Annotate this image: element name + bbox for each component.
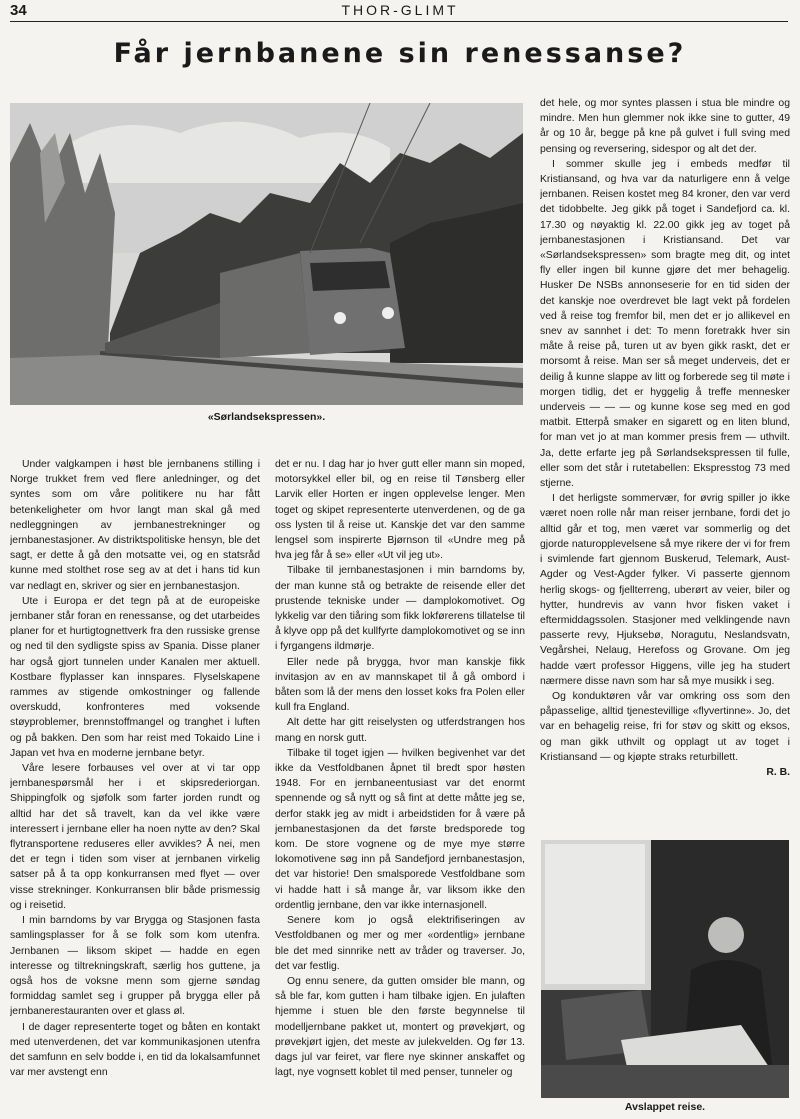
- passenger-photo: [541, 840, 789, 1098]
- author-signature: R. B.: [766, 766, 790, 778]
- paragraph: Tilbake til jernbanestasjonen i min barndoms by, der man kunne stå og betrakte de reisende eller det prustende tekniske under — damplokomotivet. Og lykkelig var den tiåring som fikk lokførerens tillatelse til å klyve opp på det kullfyrte damplokomotivet og se inn i fyrgangens ildmørje.: [275, 565, 525, 653]
- paragraph: Senere kom jo også elektrifiseringen av Vestfoldbanen og mer og mer «ordentlig» jernbane ble det med sinnrike nett av tråder og traverser. Jo, det var festlig.: [275, 915, 525, 972]
- paragraph: Ute i Europa er det tegn på at de europeiske jernbaner står foran en renessanse, og det utarbeides planer for et hurtigtognettverk fra den russiske grense og ned til den sydligste spiss av Spania. Disse planer har også gjort tunnelen under Kanalen mer aktuell. Kostbare flyplasser kan innspares. Flyselskapene rammes av stigende omkostninger og fallende overskudd, konfronteres med voksende støyproblemer, brennstoffmangel og tranghet i luften og på bakken. Den som har reist med Tokaido Line i Japan vet hva en moderne jernbane betyr.: [10, 595, 260, 759]
- paragraph: Eller nede på brygga, hvor man kanskje fikk invitasjon av en av mannskapet til å gå ombord i båten som lå der mens den losset koks fra Polen eller kull fra England.: [275, 656, 525, 714]
- passenger-photo-image: [541, 840, 789, 1098]
- paragraph: Våre lesere forbauses vel over at vi tar opp jernbanespørsmål her i et skipsrederiorgan. Shippingfolk og sjøfolk som farter jorden rundt og alltid har det så travelt, kan da vel ikke være interessert i jernbane eller ha noen nytte av den? Skal flytransportene reduseres eller avvikles? Å nei, men det er tegn i tiden som viser at jernbanen virkelig satser på å ta opp konkurransen med flyet — over visse strekninger. Konkurransen blir både prismessig og i reisetid.: [10, 763, 260, 911]
- paragraph: Tilbake til toget igjen — hvilken begivenhet var det ikke da Vestfoldbanen åpnet til bredt spor høsten 1948. For en jernbaneentusiast var det enormt spennende og så nytt og så fint at dette måtte jeg se, derfor stakk jeg av midt i arbeidstiden for å være på jernbanestasjonen da det første bredsporede tog kom. De store vognene og de mye mye større lokomotivene søg inn på Sandefjord jernbanestasjon, det var historie! Den smalsporede Vestfoldbane som vi hadde hatt i så mange år, var liksom ikke den ordentlig jernbane, den var ikke internasjonell.: [275, 747, 525, 911]
- paragraph: Alt dette har gitt reiselysten og utferdstrangen hos mang en norsk gutt.: [275, 717, 525, 744]
- paragraph: Og konduktøren vår var omkring oss som den påpasselige, alltid tjenestevillige «flyvertinne». Jo, det var en behagelig reise, fri for støv og skitt og eksos, og man gikk uthvilt og opplagt ut av toget i Kristiansand — og kjøpte straks returbillett.: [540, 690, 790, 763]
- article-title: Får jernbanene sin renessanse?: [113, 38, 687, 69]
- text-column-2: [275, 457, 525, 1117]
- paragraph: I det herligste sommervær, for øvrig spiller jo ikke været noen rolle når man reiser jernbane, fordi det jo alltid går et tog, men været var sommerlig og det gjorde naturopplevelsene så mye rikere der vi for frem i svimlende fart gjennom Buskerud, Telemark, Aust-Agder og Vest-Agder fylker. Vi passerte gjennom herlig skogs- og fjellterreng, uberørt av veier, biler og hytter, hundrevis av vann hvor fisken vaket i eftermiddagssolen. Stasjoner med velklingende navn passerte revy, Hjuksebø, Noragutu, Neslandsvatn, Vegårshei, Nelaug, Herefoss og Grovane. Om jeg hadde vært professor Higgens, ville jeg ha studert nærmere disse navn som har så mye musikk i seg.: [540, 493, 790, 687]
- paragraph: I min barndoms by var Brygga og Stasjonen fasta samlingsplasser for å se folk som kom utenfra. Jernbanen — liksom skipet — hadde en egen interesse og tiltrekningskraft, særlig hos guttene, ja også hos de voksne menn som gjerne søndag formiddag samlet seg i grupper på brygga eller på jernbanerestauranten over et glass øl.: [10, 915, 260, 1018]
- photo-caption: Avslappet reise.: [624, 1101, 706, 1113]
- page-number: 34: [10, 2, 27, 19]
- train-photo: [10, 103, 523, 405]
- paragraph: det er nu. I dag har jo hver gutt eller mann sin moped, motorsykkel eller bil, og en reise til Tønsberg eller Larvik eller Horten er ingen opplevelse lenger. Men toget og skipet representerte utenverdenen, og de ga oss lysten til å reise ut. Kanskje det var den samme lengsel som inspirerte Bjørnson til «Undre meg på hva jeg får å se» eller «Ut vil jeg ut».: [275, 459, 525, 562]
- text-column-3: [540, 96, 790, 836]
- text-column-1: [10, 457, 260, 1117]
- paragraph: Under valgkampen i høst ble jernbanens stilling i Norge trukket frem ved flere anledninger, og det syntes som om våre politikere nu har fått betenkeligheter om hvor langt man skal gå med nedleggningen av jernbanestrekninger og jernbanestasjoner. Av distriktspolitiske hensyn, ble det sagt, er dette å gå den motsatte vei, og en statsråd kunne med stolthet rose seg av at det i hans tid kun var nedlagt en, skriver og sier en jernbanestasjon.: [10, 459, 260, 592]
- train-photo-image: [10, 103, 523, 405]
- header-rule: [10, 21, 788, 22]
- running-title: THOR-GLIMT: [341, 2, 459, 18]
- page-header: [10, 0, 790, 22]
- photo-caption: «Sørlandsekspressen».: [207, 411, 326, 423]
- paragraph: det hele, og mor syntes plassen i stua ble mindre og mindre. Men hun glemmer nok ikke sine to gutter, 49 år og 10 år, begge på kne på gulvet i full sving med pensing og reversering, sidespor og alt det der.: [540, 98, 790, 155]
- paragraph: I de dager representerte toget og båten en kontakt med utenverdenen, det var kommunikasjonen utenfra det samfunn en selv bodde i, en tid da lokalsamfunnet var mer avstengt enn: [10, 1021, 260, 1079]
- paragraph: Og ennu senere, da gutten omsider ble mann, og så ble far, kom gutten i ham tilbake igjen. En julaften hjemme i stuen ble den første begynnelse til modelljernbane pakket ut, montert og prøvekjørt, og prøvekjørt igjen, det meste av julekvelden. Og før 13. dags jul var feiret, var flere nye skinner anskaffet og lagt, nye vognsett koblet til med penser, tunneler og: [275, 975, 525, 1079]
- paragraph: I sommer skulle jeg i embeds medfør til Kristiansand, og hva var da naturligere enn å velge jernbanen. Reisen kostet meg 84 kroner, den var verd det tidobbelte. Jeg gikk på toget i Sandefjord ca. kl. 17.30 og nøyaktig kl. 22.00 gikk jeg av toget på jernbanestasjonen i Kristiansand. Det var «Sørlandsekspressen» som bragte meg dit, og intet fly eller ingen bil kunne gjøre det mer behagelig. Husker De NSBs annonseserie for en tid siden der det kanskje noe overdrevet ble lagt vekt på fordelen ved å reise tog fremfor bil, men det er jo allikevel en snev av sannhet i det: To menn foretrakk hver sin måte å reise på, turen ut av byen gikk raskt, det er morsomt å reise. Man ser så meget underveis, det er deilig å kunne slappe av litt og forberede seg til møte i morgen tidlig, det er hyggelig å treffe mennesker underveis — — — og kunne kose seg med en god matbit. Etterpå smaker en sigarett og en liten blund, for man vet jo at man kommer presis frem — uthvilt. Ja, dette erfarte jeg på Sørlandsekspressen til fulle, eller som det står i rutetabellen: Ekspresstog 73 med stjerne.: [540, 158, 790, 490]
